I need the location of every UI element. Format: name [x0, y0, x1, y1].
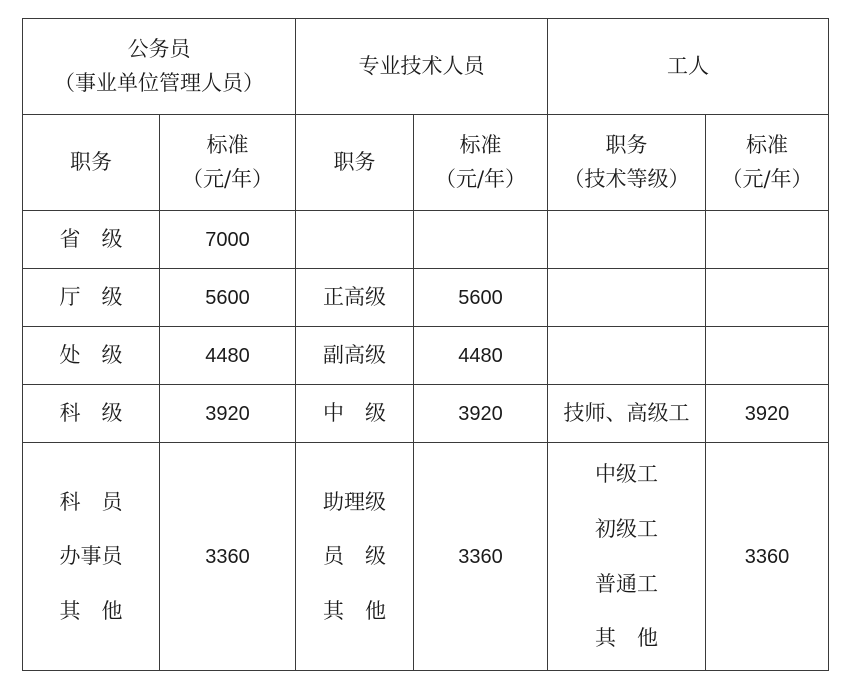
pro-standard-cell: 3920: [414, 385, 548, 443]
pro-standard-cell: 5600: [414, 269, 548, 327]
subheader-wk-standard-line2: （元/年）: [721, 166, 813, 191]
table-row: [23, 269, 829, 327]
pro-position-line: 其 他: [323, 598, 386, 623]
table-row: [23, 327, 829, 385]
cs-standard-cell: 3920: [160, 385, 296, 443]
pro-position-cell: 副高级: [296, 327, 414, 385]
pro-position-line: 助理级: [323, 489, 386, 514]
subheader-pro-position: 职务: [296, 115, 414, 211]
group-civil-servant: [23, 19, 296, 115]
subheader-row: [23, 115, 829, 211]
subheader-pro-standard: [414, 115, 548, 211]
pro-standard-cell: [414, 211, 548, 269]
pro-position-cell: [296, 211, 414, 269]
cs-position-line: 其 他: [59, 598, 123, 623]
wk-position-line: 中级工: [595, 462, 658, 487]
subheader-wk-position-line2: （技术等级）: [563, 166, 690, 191]
pro-standard-cell: 3360: [414, 443, 548, 671]
subheader-pro-standard-line2: （元/年）: [434, 166, 527, 191]
cs-standard-cell: 3360: [160, 443, 296, 671]
wk-position-cell: [548, 443, 706, 671]
subheader-pro-standard-line1: 标准: [459, 132, 502, 157]
cs-position-cell: 科 级: [23, 385, 160, 443]
pro-position-line: 员 级: [323, 544, 386, 569]
wk-standard-cell: 3360: [706, 443, 829, 671]
group-civil-servant-line2: （事业单位管理人员）: [54, 70, 264, 95]
table-row: [23, 211, 829, 269]
standards-table-frame: [22, 18, 828, 670]
cs-position-cell: 省 级: [23, 211, 160, 269]
subheader-cs-standard: [160, 115, 296, 211]
table-row-last: [23, 443, 829, 671]
wk-position-cell: [548, 327, 706, 385]
wk-standard-cell: 3920: [706, 385, 829, 443]
subheader-cs-standard-line2: （元/年）: [181, 166, 274, 191]
pro-position-cell: 正高级: [296, 269, 414, 327]
cs-position-line: 科 员: [59, 489, 123, 514]
pro-standard-cell: 4480: [414, 327, 548, 385]
table-row: [23, 385, 829, 443]
cs-standard-cell: 4480: [160, 327, 296, 385]
cs-position-cell: 处 级: [23, 327, 160, 385]
wk-position-line: 初级工: [595, 516, 658, 541]
wk-position-cell: 技师、高级工: [548, 385, 706, 443]
pro-position-cell: [296, 443, 414, 671]
subheader-cs-standard-line1: 标准: [206, 132, 249, 157]
subheader-cs-position: 职务: [23, 115, 160, 211]
wk-position-line: 普通工: [595, 571, 658, 596]
pro-position-cell: 中 级: [296, 385, 414, 443]
cs-position-cell: 厅 级: [23, 269, 160, 327]
subheader-wk-standard-line1: 标准: [746, 132, 788, 157]
wk-position-cell: [548, 269, 706, 327]
standards-table: [22, 18, 829, 671]
subheader-wk-position: [548, 115, 706, 211]
group-professional: 专业技术人员: [296, 19, 548, 115]
cs-position-cell: [23, 443, 160, 671]
wk-standard-cell: [706, 211, 829, 269]
subheader-wk-standard: [706, 115, 829, 211]
group-worker: 工人: [548, 19, 829, 115]
cs-standard-cell: 7000: [160, 211, 296, 269]
wk-position-cell: [548, 211, 706, 269]
wk-standard-cell: [706, 269, 829, 327]
wk-standard-cell: [706, 327, 829, 385]
group-header-row: [23, 19, 829, 115]
subheader-wk-position-line1: 职务: [605, 132, 648, 157]
wk-position-line: 其 他: [595, 626, 658, 651]
group-civil-servant-line1: 公务员: [127, 36, 191, 61]
cs-position-line: 办事员: [59, 544, 123, 569]
cs-standard-cell: 5600: [160, 269, 296, 327]
